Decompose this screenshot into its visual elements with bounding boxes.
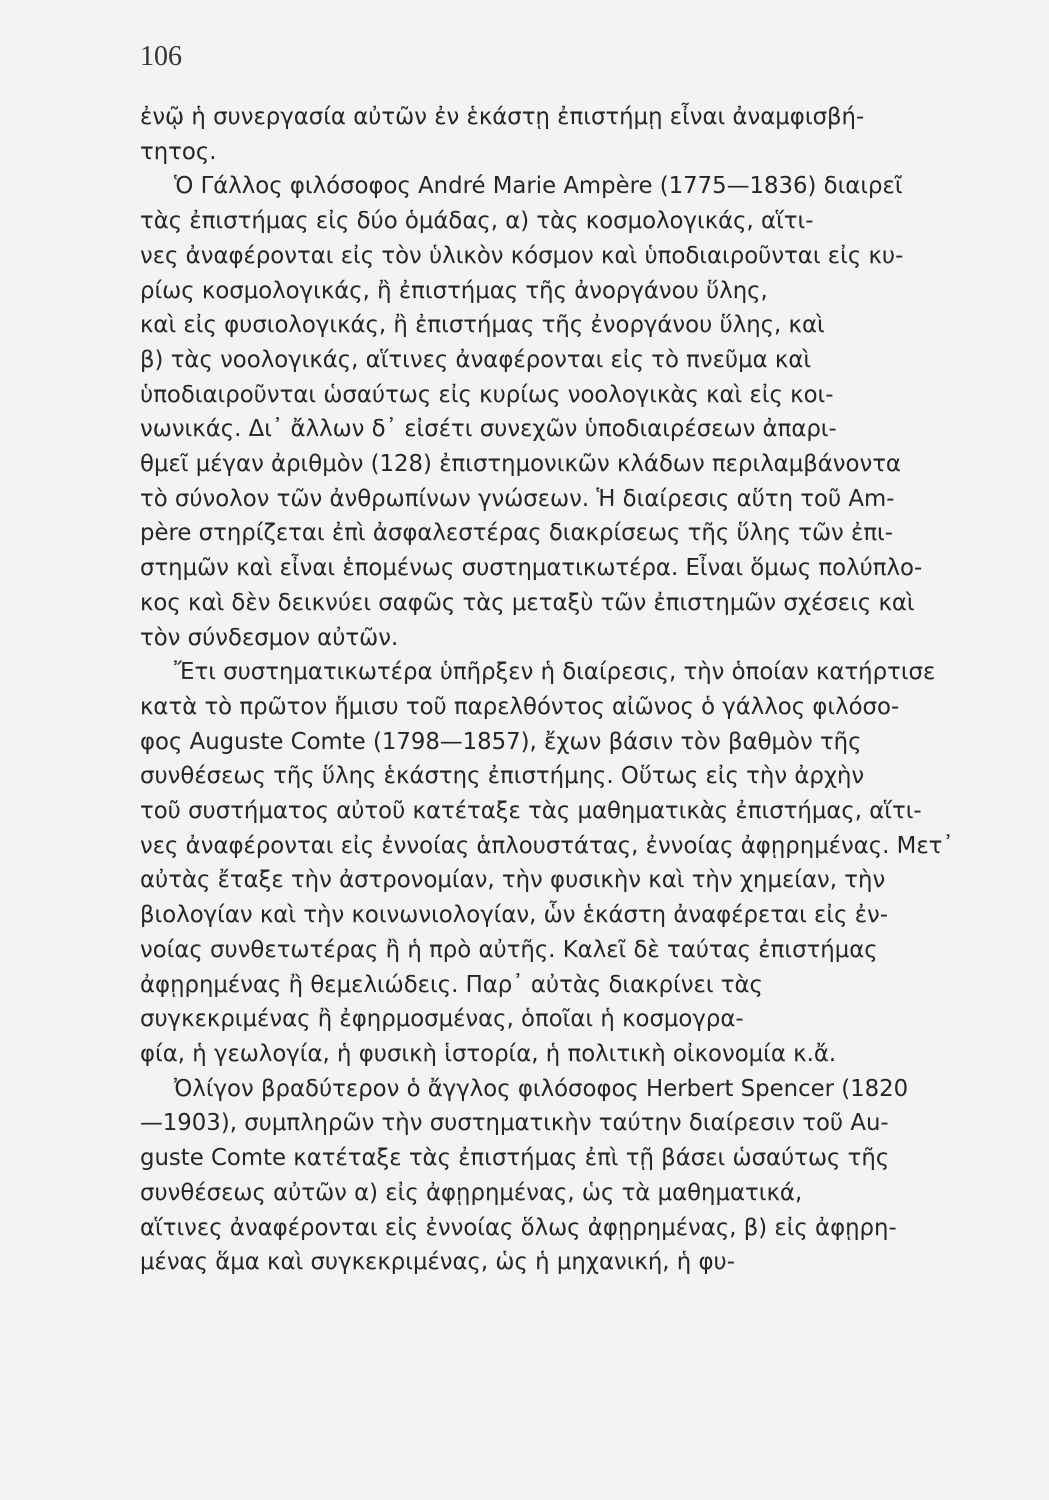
text-line: συγκεκριμένας ἢ ἐφηρμοσμένας, ὁποῖαι ἡ κοσμογρα- bbox=[140, 1006, 744, 1033]
text-line: συνθέσεως τῆς ὕλης ἑκάστης ἐπιστήμης. Οὕτως εἰς τὴν ἀρχὴν bbox=[140, 763, 865, 790]
text-line: Ἔτι συστηματικωτέρα ὑπῆρξεν ἡ διαίρεσις, τὴν ὁποίαν κατήρτισε bbox=[174, 659, 936, 686]
text-line: τὸν σύνδεσμον αὐτῶν. bbox=[140, 624, 399, 651]
body-text bbox=[140, 100, 979, 1280]
text-line: αὐτὰς ἔταξε τὴν ἀστρονομίαν, τὴν φυσικὴν καὶ τὴν χημείαν, τὴν bbox=[140, 867, 886, 894]
text-line: βιολογίαν καὶ τὴν κοινωνιολογίαν, ὧν ἑκάστη ἀναφέρεται εἰς ἐν- bbox=[140, 902, 888, 929]
text-line: β) τὰς νοολογικάς, αἵτινες ἀναφέρονται εἰς τὸ πνεῦμα καὶ bbox=[140, 346, 812, 373]
text-line: —1903), συμπληρῶν τὴν συστηματικὴν ταύτην διαίρεσιν τοῦ Au- bbox=[140, 1110, 889, 1137]
text-line: τητος. bbox=[140, 138, 217, 165]
text-line: τοῦ συστήματος αὐτοῦ κατέταξε τὰς μαθηματικὰς ἐπιστήμας, αἵτι- bbox=[140, 798, 922, 825]
text-line: τὰς ἐπιστήμας εἰς δύο ὁμάδας, α) τὰς κοσμολογικάς, αἵτι- bbox=[140, 208, 814, 235]
text-line: θμεῖ μέγαν ἀριθμὸν (128) ἐπιστημονικῶν κλάδων περιλαμβάνοντα bbox=[140, 451, 901, 478]
page-number: 106 bbox=[140, 41, 182, 72]
text-line: ἀφῃρημένας ἢ θεμελιώδεις. Παρ᾽ αὐτὰς διακρίνει τὰς bbox=[140, 971, 763, 998]
text-line: φία, ἡ γεωλογία, ἡ φυσικὴ ἱστορία, ἡ πολιτικὴ οἰκονομία κ.ἄ. bbox=[140, 1040, 837, 1067]
text-line: Ὀλίγον βραδύτερον ὁ ἄγγλος φιλόσοφος Herbert Spencer (1820 bbox=[174, 1075, 909, 1102]
text-line: μένας ἅμα καὶ συγκεκριμένας, ὡς ἡ μηχανική, ἡ φυ- bbox=[140, 1249, 735, 1276]
text-line: κατὰ τὸ πρῶτον ἥμισυ τοῦ παρελθόντος αἰῶνος ὁ γάλλος φιλόσο- bbox=[140, 693, 900, 720]
text-line: Ὁ Γάλλος φιλόσοφος André Marie Ampère (1775—1836) διαιρεῖ bbox=[174, 173, 903, 200]
text-line: κος καὶ δὲν δεικνύει σαφῶς τὰς μεταξὺ τῶν ἐπιστημῶν σχέσεις καὶ bbox=[140, 589, 915, 616]
text-line: στημῶν καὶ εἶναι ἑπομένως συστηματικωτέρα. Εἶναι ὅμως πολύπλο- bbox=[140, 555, 923, 582]
text-line: συνθέσεως αὐτῶν α) εἰς ἀφῃρημένας, ὡς τὰ μαθηματικά, bbox=[140, 1179, 803, 1206]
text-line: ὑποδιαιροῦνται ὡσαύτως εἰς κυρίως νοολογικὰς καὶ εἰς κοι- bbox=[140, 381, 834, 408]
text-line: ρίως κοσμολογικάς, ἢ ἐπιστήμας τῆς ἀνοργάνου ὕλης, bbox=[140, 277, 768, 304]
text-line: νες ἀναφέρονται εἰς ἐννοίας ἁπλουστάτας, ἐννοίας ἀφῃρημένας. Μετ᾽ bbox=[140, 832, 954, 859]
text-line: νες ἀναφέρονται εἰς τὸν ὑλικὸν κόσμον καὶ ὑποδιαιροῦνται εἰς κυ- bbox=[140, 242, 904, 269]
text-line: νωνικάς. Δι᾽ ἄλλων δ᾽ εἰσέτι συνεχῶν ὑποδιαιρέσεων ἀπαρι- bbox=[140, 416, 837, 443]
text-line: guste Comte κατέταξε τὰς ἐπιστήμας ἐπὶ τῇ βάσει ὡσαύτως τῆς bbox=[140, 1145, 890, 1172]
text-line: αἵτινες ἀναφέρονται εἰς ἐννοίας ὅλως ἀφῃρημένας, β) εἰς ἀφῃρη- bbox=[140, 1214, 897, 1241]
text-line: νοίας συνθετωτέρας ἢ ἡ πρὸ αὐτῆς. Καλεῖ δὲ ταύτας ἐπιστήμας bbox=[140, 936, 878, 963]
text-line: φος Auguste Comte (1798—1857), ἔχων βάσιν τὸν βαθμὸν τῆς bbox=[140, 728, 862, 755]
text-line: ἐνῷ ἡ συνεργασία αὐτῶν ἐν ἑκάστῃ ἐπιστήμῃ εἶναι ἀναμφισβή- bbox=[140, 104, 865, 130]
text-line: τὸ σύνολον τῶν ἀνθρωπίνων γνώσεων. Ἡ διαίρεσις αὕτη τοῦ Am- bbox=[140, 485, 895, 512]
text-line: père στηρίζεται ἐπὶ ἀσφαλεστέρας διακρίσεως τῆς ὕλης τῶν ἐπι- bbox=[140, 520, 893, 547]
text-line: καὶ εἰς φυσιολογικάς, ἢ ἐπιστήμας τῆς ἐνοργάνου ὕλης, καὶ bbox=[140, 312, 825, 339]
